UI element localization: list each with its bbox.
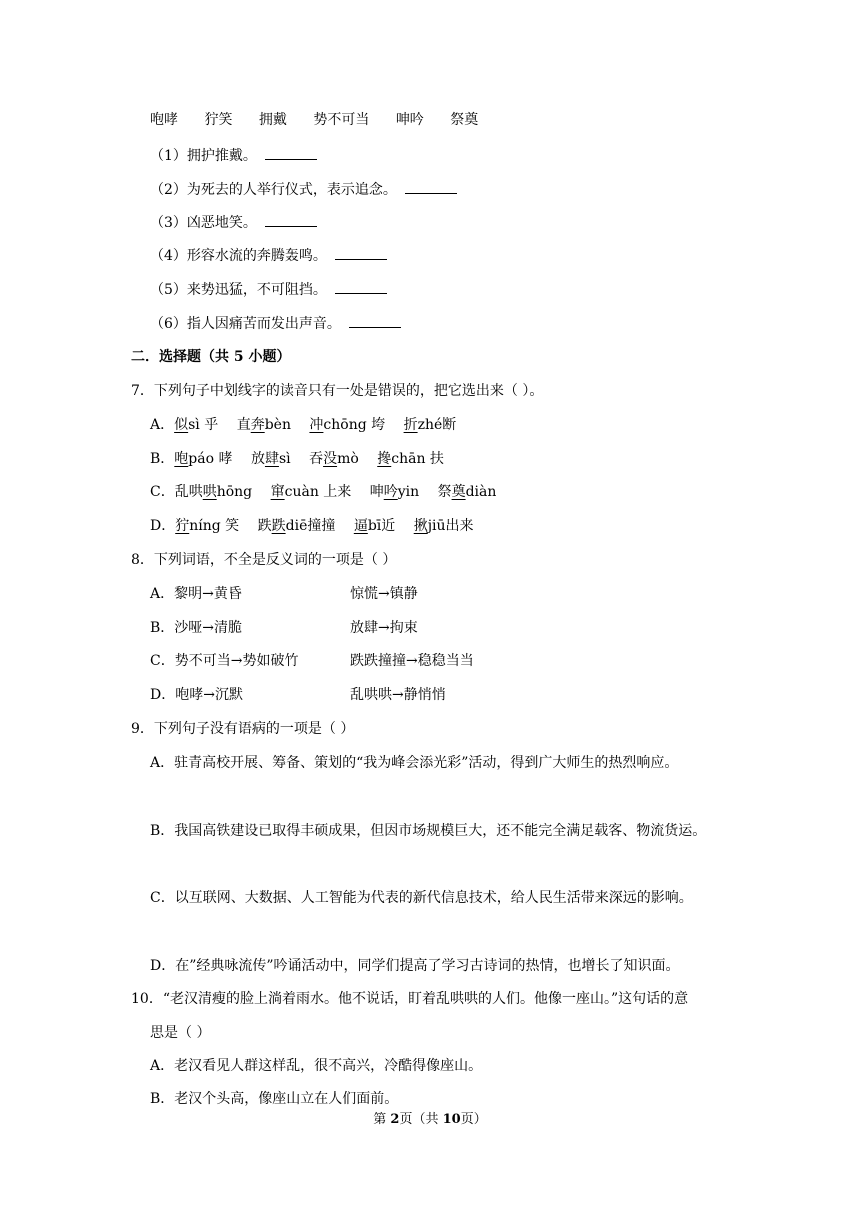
definition-text: （1）拥护推戴。	[150, 148, 257, 164]
pinyin-text: cuàn 上来	[284, 484, 352, 500]
plain-char: 直	[236, 417, 251, 433]
pinyin-text: jiū出来	[427, 518, 474, 534]
pinyin-text: chōng 垮	[323, 417, 386, 433]
definition-text: （6）指人因痛苦而发出声音。	[150, 316, 341, 332]
underlined-char: 逼	[353, 518, 368, 534]
underlined-char: 奔	[250, 417, 265, 433]
page-number: 2	[390, 1112, 400, 1127]
word-bank-item: 势不可当	[313, 112, 370, 128]
underlined-char: 似	[174, 417, 189, 433]
q7-option-c[interactable]	[150, 482, 496, 502]
answer-blank[interactable]	[405, 180, 457, 194]
definition-item	[150, 146, 317, 166]
underlined-char: 咆	[174, 451, 189, 467]
option-letter: C．	[150, 484, 175, 500]
definition-text: （2）为死去的人举行仪式，表示追念。	[150, 182, 397, 198]
definition-item	[150, 246, 387, 266]
underlined-char: 奠	[451, 484, 466, 500]
definition-item	[150, 314, 401, 334]
underlined-char: 揪	[413, 518, 428, 534]
plain-char: 乱哄	[174, 484, 203, 500]
word-bank-item: 咆哮	[150, 112, 178, 128]
underlined-char: 狞	[175, 518, 190, 534]
plain-char: 吞	[309, 451, 324, 467]
option-text: A．黎明→黄昏	[150, 586, 242, 602]
answer-blank[interactable]	[265, 213, 317, 227]
underlined-char: 折	[403, 417, 418, 433]
q7-option-d[interactable]	[150, 516, 474, 536]
q9-option-d[interactable]: D．在”经典咏流传”吟诵活动中，同学们提高了学习古诗词的热情，也增长了知识面。	[150, 958, 680, 974]
q9-option-a[interactable]: A．驻青高校开展、筹备、策划的“我为峰会添光彩”活动，得到广大师生的热烈响应。	[150, 755, 679, 771]
total-pages: 10	[442, 1112, 461, 1127]
q8-option-d[interactable]	[150, 685, 710, 705]
option-text: 跌跌撞撞→稳稳当当	[350, 653, 474, 669]
q7-option-a[interactable]	[150, 415, 456, 435]
underlined-char: 哄	[202, 484, 217, 500]
underlined-char: 冲	[309, 417, 324, 433]
q10-option-a[interactable]: A．老汉看见人群这样乱，很不高兴，冷酷得像座山。	[150, 1058, 483, 1074]
pinyin-text: hōng	[216, 484, 253, 500]
q8-option-a[interactable]	[150, 584, 710, 604]
answer-blank[interactable]	[335, 280, 387, 294]
section-title: 二．选择题（共 5 小题）	[131, 349, 291, 365]
q8-option-b[interactable]	[150, 618, 710, 638]
pinyin-text: sì 乎	[188, 417, 219, 433]
pinyin-text: níng 笑	[189, 518, 240, 534]
q8-option-c[interactable]	[150, 651, 710, 671]
underlined-char: 跌	[271, 518, 286, 534]
plain-char: 祭	[437, 484, 452, 500]
word-bank-item: 拥戴	[258, 112, 287, 128]
plain-char: 呻	[369, 484, 384, 500]
footer-text: 页（共	[399, 1112, 443, 1127]
option-text: B．沙哑→清脆	[150, 620, 243, 636]
definition-text: （4）形容水流的奔腾轰鸣。	[150, 248, 327, 264]
definition-item	[150, 213, 317, 233]
q7-option-b[interactable]	[150, 449, 444, 469]
plain-char: 放	[250, 451, 265, 467]
word-bank-item: 祭奠	[450, 112, 479, 128]
answer-blank[interactable]	[335, 246, 387, 260]
question-7-stem: 7．下列句子中划线字的读音只有一处是错误的，把它选出来（ ）。	[131, 383, 544, 399]
option-text: 放肆→拘束	[350, 620, 418, 636]
word-bank-item: 狞笑	[204, 112, 233, 128]
question-8-stem: 8．下列词语，不全是反义词的一项是（ ）	[131, 552, 397, 568]
word-bank-item: 呻吟	[395, 112, 424, 128]
pinyin-text: bèn	[264, 417, 291, 433]
question-10-stem-cont: 思是（ ）	[150, 1025, 211, 1041]
underlined-char: 没	[323, 451, 338, 467]
underlined-char: 吟	[383, 484, 398, 500]
pinyin-text: zhé断	[417, 417, 457, 433]
pinyin-text: páo 哮	[188, 451, 233, 467]
question-9-stem: 9．下列句子没有语病的一项是（ ）	[131, 721, 355, 737]
definition-text: （3）凶恶地笑。	[150, 215, 257, 231]
pinyin-text: sì	[278, 451, 291, 467]
footer-text: 页）	[460, 1112, 487, 1127]
option-text: 惊慌→镇静	[350, 586, 418, 602]
q10-option-b[interactable]: B．老汉个头高，像座山立在人们面前。	[150, 1091, 399, 1107]
pinyin-text: yin	[397, 484, 420, 500]
pinyin-text: chān 扶	[391, 451, 444, 467]
underlined-char: 搀	[377, 451, 392, 467]
option-text: D．咆哮→沉默	[150, 687, 243, 703]
answer-blank[interactable]	[265, 146, 317, 160]
pinyin-text: diē撞撞	[285, 518, 336, 534]
question-10-stem: 10．“老汉清瘦的脸上淌着雨水。他不说话，盯着乱哄哄的人们。他像一座山。”这句话的意	[131, 991, 689, 1007]
option-letter: D．	[150, 518, 176, 534]
word-bank	[150, 110, 478, 130]
definition-text: （5）来势迅猛，不可阻挡。	[150, 282, 327, 298]
definition-item	[150, 180, 457, 200]
option-text: 乱哄哄→静悄悄	[350, 687, 446, 703]
pinyin-text: mò	[337, 451, 359, 467]
option-letter: A．	[150, 417, 175, 433]
answer-blank[interactable]	[349, 314, 401, 328]
pinyin-text: diàn	[465, 484, 497, 500]
pinyin-text: bī近	[367, 518, 396, 534]
q9-option-b[interactable]: B．我国高铁建设已取得丰硕成果，但因市场规模巨大，还不能完全满足载客、物流货运。	[150, 823, 707, 839]
page-footer	[0, 1108, 860, 1127]
plain-char: 跌	[257, 518, 272, 534]
q9-option-c[interactable]: C．以互联网、大数据、人工智能为代表的新代信息技术，给人民生活带来深远的影响。	[150, 890, 693, 906]
underlined-char: 肆	[264, 451, 279, 467]
option-text: C．势不可当→势如破竹	[150, 653, 299, 669]
underlined-char: 窜	[270, 484, 285, 500]
footer-text: 第	[373, 1112, 391, 1127]
definition-item	[150, 280, 387, 300]
option-letter: B．	[150, 451, 175, 467]
